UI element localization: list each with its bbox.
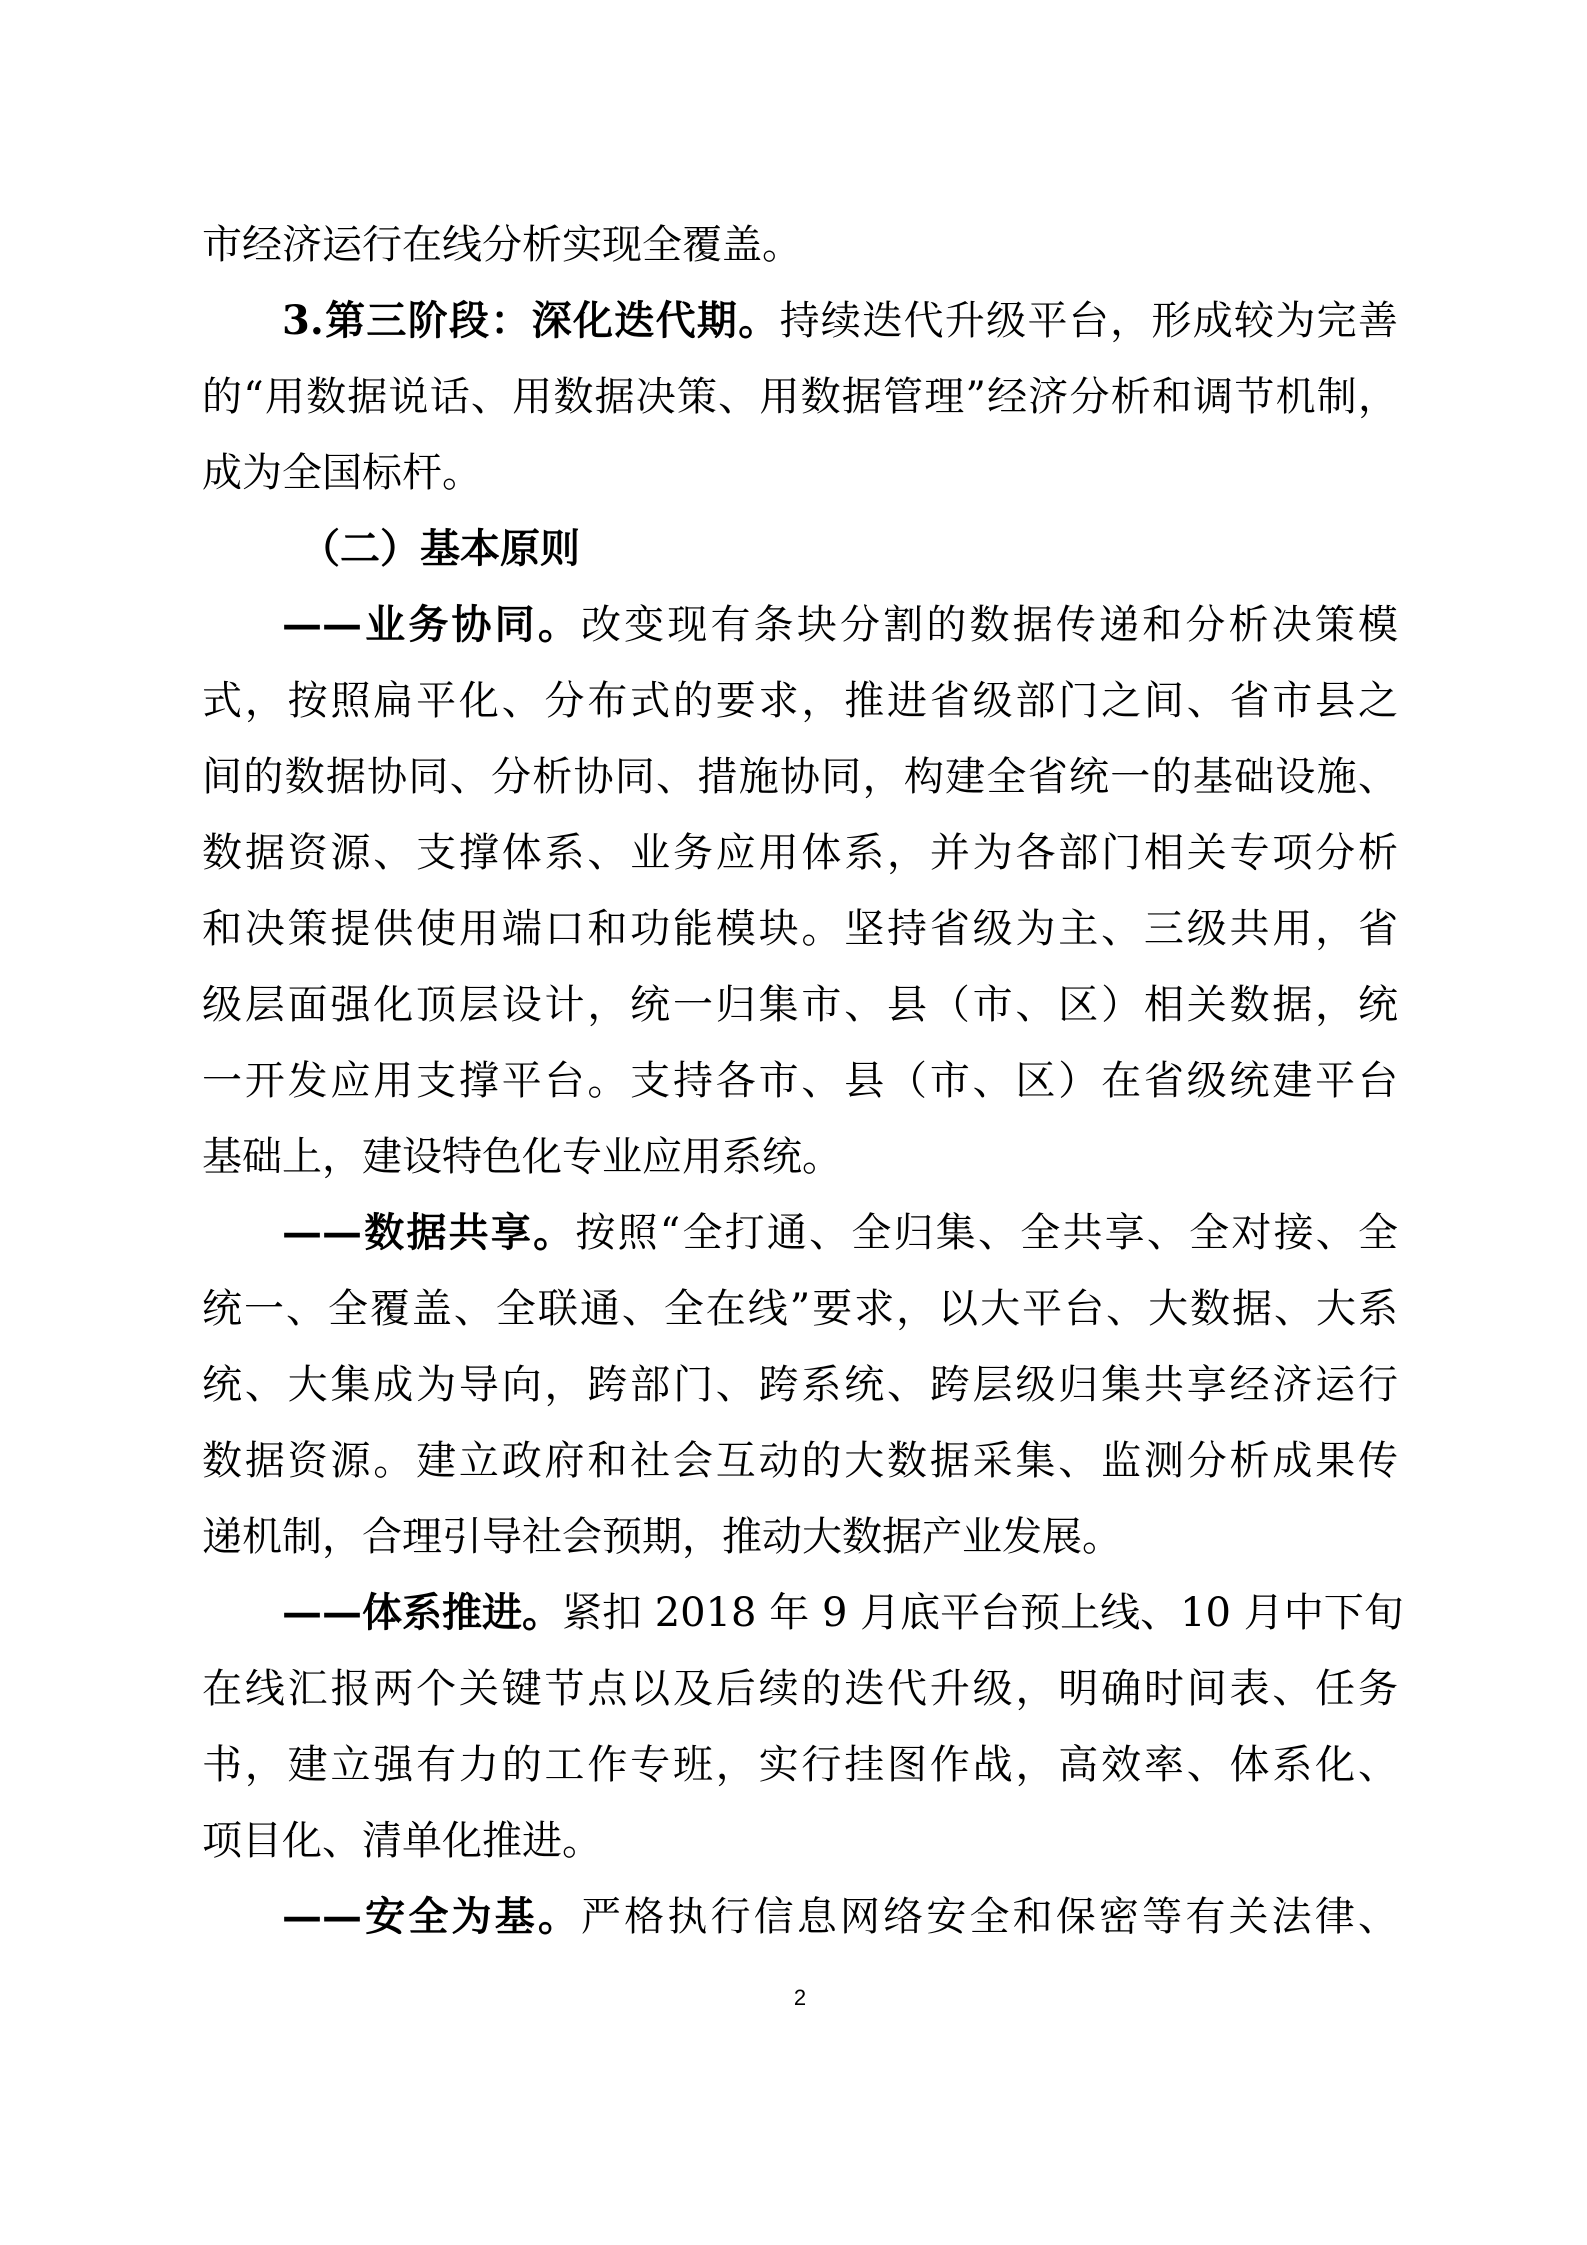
text-line xyxy=(202,359,1398,435)
line-text: 和决策提供使用端口和功能模块。坚持省级为主、三级共用，省 xyxy=(202,906,1398,952)
text-line xyxy=(202,435,1398,511)
line-text: 在线汇报两个关键节点以及后续的迭代升级，明确时间表、任务 xyxy=(202,1666,1398,1712)
line-text: 成为全国标杆。 xyxy=(202,450,482,496)
text-line xyxy=(202,1043,1398,1119)
text-line xyxy=(282,1195,1398,1271)
bold-lead: （二）基本原则 xyxy=(300,525,580,572)
page-number: 2 xyxy=(793,1985,807,2010)
text-line xyxy=(202,1119,1398,1195)
bold-lead: ——安全为基。 xyxy=(282,1893,581,1940)
line-text: 式，按照扁平化、分布式的要求，推进省级部门之间、省市县之 xyxy=(202,678,1398,724)
line-text: 项目化、清单化推进。 xyxy=(202,1818,602,1864)
bold-lead: ——业务协同。 xyxy=(282,601,581,648)
text-line xyxy=(202,891,1398,967)
text-line xyxy=(202,1651,1398,1727)
line-text: 数据资源。建立政府和社会互动的大数据采集、监测分析成果传 xyxy=(202,1438,1398,1484)
text-line xyxy=(202,815,1398,891)
line-text: 书，建立强有力的工作专班，实行挂图作战，高效率、体系化、 xyxy=(202,1742,1398,1788)
text-line xyxy=(202,1499,1398,1575)
text-line xyxy=(282,587,1398,663)
line-text: 市经济运行在线分析实现全覆盖。 xyxy=(202,222,802,268)
text-line xyxy=(282,1575,1404,1651)
bold-lead: ——数据共享。 xyxy=(282,1209,576,1256)
line-text: 统一、全覆盖、全联通、全在线”要求，以大平台、大数据、大系 xyxy=(202,1286,1398,1332)
line-text: 按照“全打通、全归集、全共享、全对接、全 xyxy=(575,1210,1399,1256)
text-line xyxy=(202,1423,1398,1499)
section-heading xyxy=(300,511,1300,587)
line-text: 递机制，合理引导社会预期，推动大数据产业发展。 xyxy=(202,1514,1122,1560)
text-line xyxy=(202,663,1398,739)
text-line xyxy=(202,1803,1398,1879)
line-text: 严格执行信息网络安全和保密等有关法律、 xyxy=(581,1894,1398,1940)
text-line xyxy=(202,1727,1398,1803)
line-text: 基础上，建设特色化专业应用系统。 xyxy=(202,1134,842,1180)
bold-lead: 3.第三阶段：深化迭代期。 xyxy=(282,297,780,344)
line-text: 数据资源、支撑体系、业务应用体系，并为各部门相关专项分析 xyxy=(202,830,1398,876)
text-line xyxy=(202,1271,1398,1347)
line-text: 级层面强化顶层设计，统一归集市、县（市、区）相关数据，统 xyxy=(202,982,1398,1028)
line-text: 紧扣 2018 年 9 月底平台预上线、10 月中下旬 xyxy=(562,1590,1404,1636)
bold-lead: ——体系推进。 xyxy=(282,1589,562,1636)
line-text: 统、大集成为导向，跨部门、跨系统、跨层级归集共享经济运行 xyxy=(202,1362,1398,1408)
line-text: 间的数据协同、分析协同、措施协同，构建全省统一的基础设施、 xyxy=(202,754,1398,800)
line-text: 一开发应用支撑平台。支持各市、县（市、区）在省级统建平台 xyxy=(202,1058,1398,1104)
text-line xyxy=(202,967,1398,1043)
text-line xyxy=(282,1879,1398,1955)
text-line xyxy=(202,1347,1398,1423)
line-text: 的“用数据说话、用数据决策、用数据管理”经济分析和调节机制， xyxy=(202,374,1398,420)
text-line xyxy=(282,283,1398,359)
line-text: 改变现有条块分割的数据传递和分析决策模 xyxy=(581,602,1398,648)
text-line xyxy=(202,207,1398,283)
line-text: 持续迭代升级平台，形成较为完善 xyxy=(779,298,1398,344)
text-line xyxy=(202,739,1398,815)
